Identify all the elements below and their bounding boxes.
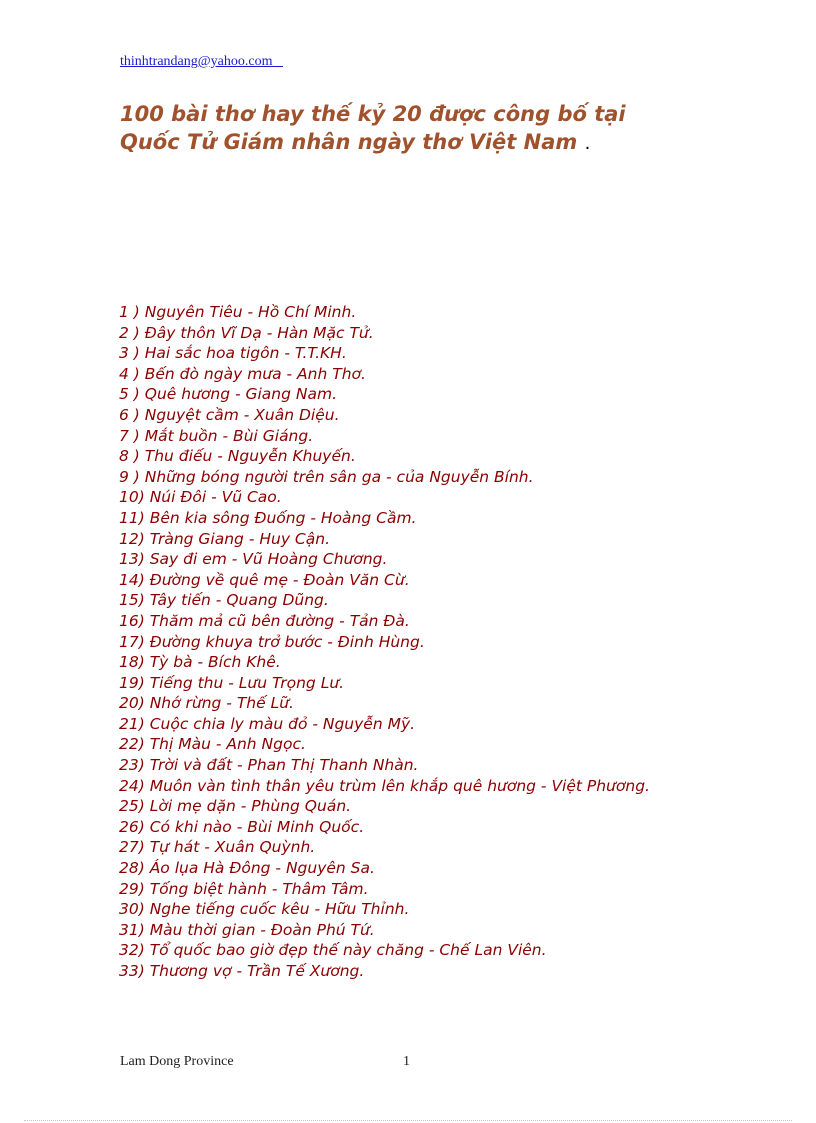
poem-list-item: 29) Tống biệt hành - Thâm Tâm. [119,879,369,898]
poem-list-item: 5 ) Quê hương - Giang Nam. [119,385,338,404]
poem-list-item: 23) Trời và đất - Phan Thị Thanh Nhàn. [119,756,419,775]
poem-list-item: 14) Đường về quê mẹ - Đoàn Văn Cừ. [119,570,410,589]
poem-list-item: 12) Tràng Giang - Huy Cận. [119,529,330,548]
poem-list-item: 9 ) Những bóng người trên sân ga - của Nguyễn Bính. [119,467,534,486]
poem-list-item: 21) Cuộc chia ly màu đỏ - Nguyễn Mỹ. [119,714,416,733]
title-line-2-text: Quốc Tử Giám nhân ngày thơ Việt Nam [120,130,578,154]
poem-list-item: 26) Có khi nào - Bùi Minh Quốc. [119,817,365,836]
poem-list-item: 11) Bên kia sông Đuống - Hoàng Cầm. [119,508,417,527]
email-link[interactable]: thinhtrandang@yahoo.com [120,54,283,69]
page-number: 1 [403,1054,410,1069]
poem-list-item: 3 ) Hai sắc hoa tigôn - T.T.KH. [119,344,347,363]
poem-list-item: 7 ) Mắt buồn - Bùi Giáng. [119,426,314,445]
title-line-1: 100 bài thơ hay thế kỷ 20 được công bố tại [120,102,626,126]
footer-province: Lam Dong Province [120,1054,234,1069]
poem-list-item: 17) Đường khuya trở bước - Đinh Hùng. [119,632,425,651]
poem-list-item: 10) Núi Đôi - Vũ Cao. [119,488,282,507]
poem-list-item: 18) Tỳ bà - Bích Khê. [119,653,281,672]
poem-list-item: 33) Thương vợ - Trần Tế Xương. [119,962,365,980]
poem-list-item: 31) Màu thời gian - Đoàn Phú Tứ. [119,920,375,939]
poem-list-item: 32) Tổ quốc bao giờ đẹp thế này chăng - Chế Lan Viên. [119,941,547,960]
poem-list-item: 1 ) Nguyên Tiêu - Hồ Chí Minh. [119,303,357,321]
poem-list-item: 16) Thăm mả cũ bên đường - Tản Đà. [119,611,410,630]
poem-list-item: 15) Tây tiến - Quang Dũng. [119,591,329,610]
poem-list [119,302,679,982]
poem-list-item: 30) Nghe tiếng cuốc kêu - Hữu Thỉnh. [119,900,410,919]
title-line-2 [120,128,720,158]
poem-list-item: 20) Nhớ rừng - Thế Lữ. [119,694,294,713]
poem-list-item: 2 ) Đây thôn Vĩ Dạ - Hàn Mặc Tử. [119,323,374,342]
page-bottom-divider [24,1120,792,1121]
poem-list-item: 19) Tiếng thu - Lưu Trọng Lư. [119,673,345,692]
poem-list-item: 27) Tự hát - Xuân Quỳnh. [119,838,316,857]
poem-list-item: 13) Say đi em - Vũ Hoàng Chương. [119,550,388,569]
document-title [120,100,720,158]
poem-list-item: 22) Thị Màu - Anh Ngọc. [119,735,306,754]
poem-list-item: 25) Lời mẹ dặn - Phùng Quán. [119,797,352,816]
poem-list-item: 4 ) Bến đò ngày mưa - Anh Thơ. [119,364,366,383]
title-period: . [584,133,591,154]
poem-list-item: 8 ) Thu điếu - Nguyễn Khuyến. [119,447,356,466]
poem-list-item: 28) Áo lụa Hà Đông - Nguyên Sa. [119,859,375,878]
poem-list-item: 24) Muôn vàn tình thân yêu trùm lên khắp quê hương - Việt Phương. [119,776,650,795]
poem-list-item: 6 ) Nguyệt cầm - Xuân Diệu. [119,405,340,424]
